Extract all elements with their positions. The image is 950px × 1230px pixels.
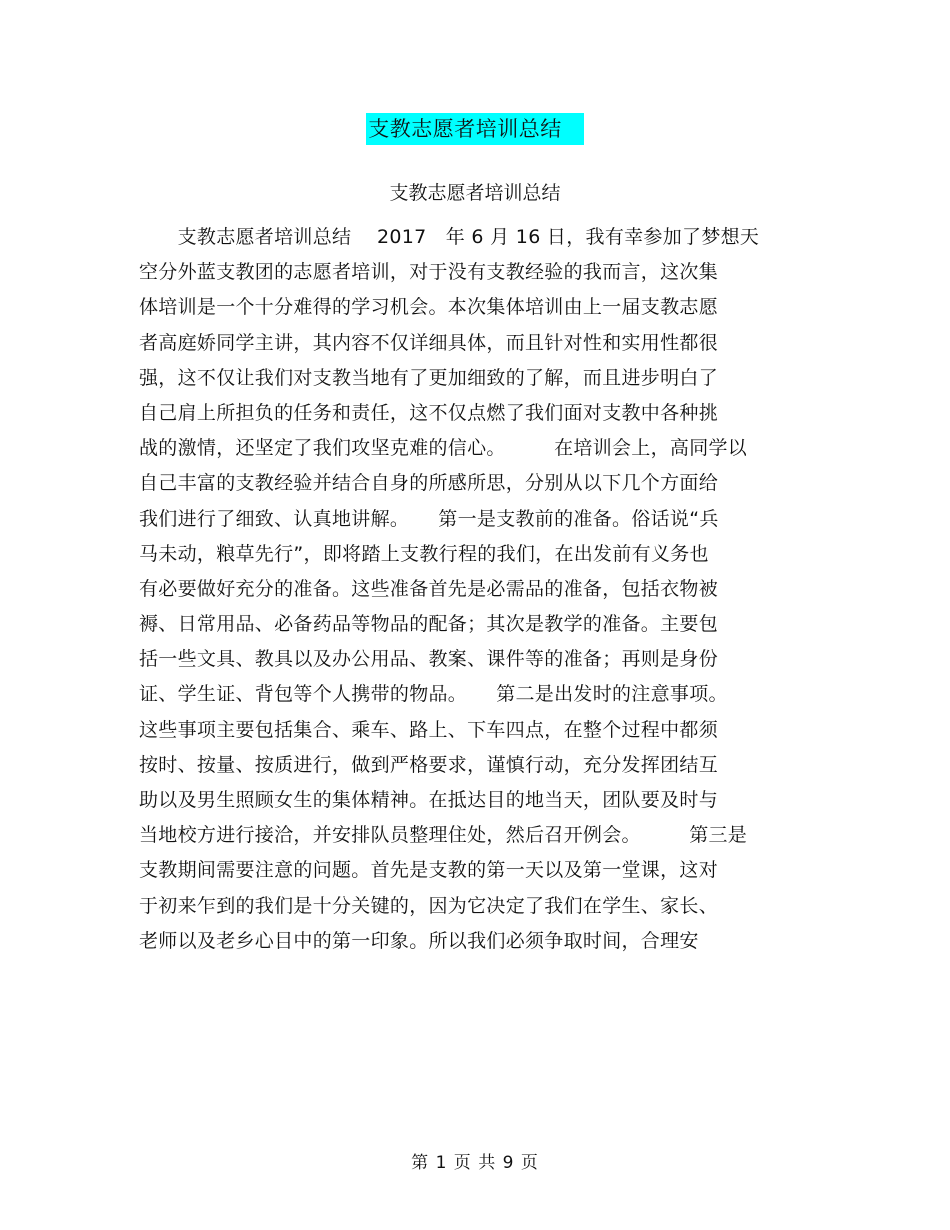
body-line: 强，这不仅让我们对支教当地有了更加细致的了解，而且进步明白了 <box>139 366 719 389</box>
body-line: 老师以及老乡心目中的第一印象。所以我们必须争取时间，合理安 <box>139 929 699 952</box>
body-line: 战的激情，还坚定了我们攻坚克难的信心。 在培训会上，高同学以 <box>139 437 748 460</box>
body-line: 自己丰富的支教经验并结合自身的所感所思，分别从以下几个方面给 <box>139 472 719 495</box>
body-line: 支教期间需要注意的问题。首先是支教的第一天以及第一堂课，这对 <box>139 859 719 882</box>
body-line: 这些事项主要包括集合、乘车、路上、下车四点，在整个过程中都须 <box>139 718 719 741</box>
body-line: 马未动，粮草先行”，即将踏上支教行程的我们，在出发前有义务也 <box>139 542 709 565</box>
title-container <box>0 113 950 145</box>
body-line: 自己肩上所担负的任务和责任，这不仅点燃了我们面对支教中各种挑 <box>139 401 719 424</box>
body-line: 空分外蓝支教团的志愿者培训，对于没有支教经验的我而言，这次集 <box>139 261 719 284</box>
document-title: 支教志愿者培训总结 <box>366 113 584 145</box>
body-line: 有必要做好充分的准备。这些准备首先是必需品的准备，包括衣物被 <box>139 577 719 600</box>
body-line: 我们进行了细致、认真地讲解。 第一是支教前的准备。俗话说“兵 <box>139 507 719 530</box>
page-number: 第 1 页 共 9 页 <box>411 1153 539 1173</box>
body-line: 当地校方进行接洽，并安排队员整理住处，然后召开例会。 第三是 <box>139 824 748 847</box>
document-subtitle: 支教志愿者培训总结 <box>389 182 561 204</box>
body-line: 者高庭娇同学主讲，其内容不仅详细具体，而且针对性和实用性都很 <box>139 331 719 354</box>
body-line: 证、学生证、背包等个人携带的物品。 第二是出发时的注意事项。 <box>139 683 728 706</box>
body-line: 支教志愿者培训总结 2017 年 6 月 16 日，我有幸参加了梦想天 <box>139 226 760 248</box>
body-line: 按时、按量、按质进行，做到严格要求，谨慎行动，充分发挥团结互 <box>139 753 719 776</box>
body-line: 于初来乍到的我们是十分关键的，因为它决定了我们在学生、家长、 <box>139 894 719 917</box>
body-line: 体培训是一个十分难得的学习机会。本次集体培训由上一届支教志愿 <box>139 296 719 319</box>
body-line: 括一些文具、教具以及办公用品、教案、课件等的准备；再则是身份 <box>139 648 719 671</box>
body-line: 褥、日常用品、必备药品等物品的配备；其次是教学的准备。主要包 <box>139 613 719 636</box>
body-line: 助以及男生照顾女生的集体精神。在抵达目的地当天，团队要及时与 <box>139 789 719 811</box>
body-text <box>139 220 819 959</box>
